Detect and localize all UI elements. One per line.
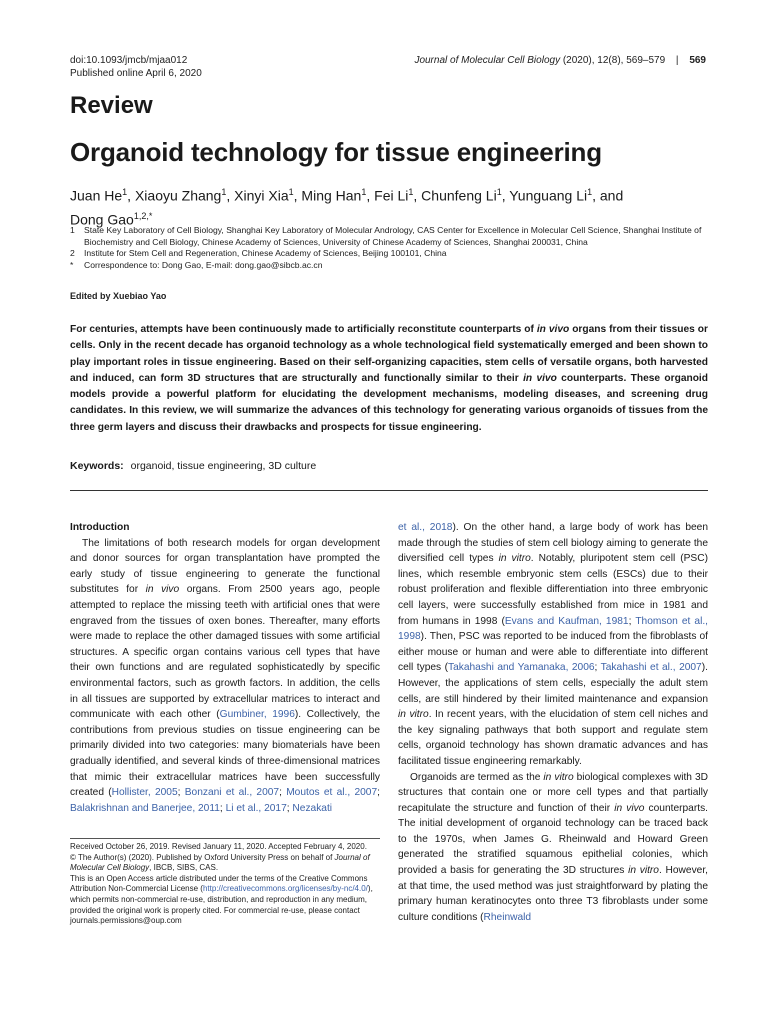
article-title: Organoid technology for tissue engineering — [70, 137, 602, 167]
citation-link[interactable]: et al., 2018 — [398, 522, 453, 533]
copyright-line — [70, 853, 382, 874]
correspondence-mark: * — [70, 259, 74, 270]
journal-header — [414, 54, 706, 67]
affiliation-text: State Key Laboratory of Cell Biology, Shanghai Key Laboratory of Molecular Andrology, CAS Center for Excellence in Molecular Cell Science, Shanghai Institute of Biochemistry and Cell Biology, Chinese Academy of Sciences, University of Chinese Academy of Sciences, Shanghai 200031, China — [84, 225, 702, 247]
author-affil-mark: 1 — [122, 187, 128, 197]
correspondence-row — [70, 260, 710, 272]
author-affil-mark: 1 — [496, 187, 502, 197]
edited-by: Edited by Xuebiao Yao — [70, 291, 167, 301]
body-text: ). Collectively, the contributions from previous studies on tissue engineering can be primarily divided into two categories: many biomaterials have been gradually identified, and several kinds of three-dimensional matrices that mimic their extracellular matrices have been successfully created ( — [70, 709, 380, 799]
received-dates: Received October 26, 2019. Revised January 11, 2020. Accepted February 4, 2020. — [70, 842, 367, 851]
correspondence-text[interactable]: Correspondence to: Dong Gao, E-mail: dong.gao@sibcb.ac.cn — [84, 259, 323, 270]
author-affil-mark: 1 — [408, 187, 414, 197]
body-italic: in vivo — [614, 802, 645, 814]
keywords-label: Keywords: — [70, 460, 124, 472]
author-affil-mark: 1 — [361, 187, 367, 197]
body-text: . Notably, pluripotent stem cell (PSC) lines, which resemble embryonic stem cells (ESCs) due to their robust proliferation and flexible differentiation into three embryonic cell layers, were successfully established from mice in 1981 and from humans in 1998 ( — [398, 553, 708, 627]
author-affil-mark: 1 — [221, 187, 227, 197]
citation-link[interactable]: Takahashi and Yamanaka, 2006 — [447, 662, 595, 674]
body-text: ; — [594, 662, 601, 674]
footnote — [70, 842, 382, 927]
doi-text[interactable]: doi:10.1093/jmcb/mjaa012 — [70, 55, 188, 66]
citation-link[interactable]: Gumbiner, 1996 — [219, 709, 295, 721]
section-heading: Introduction — [70, 522, 130, 533]
affiliation-mark: 1 — [70, 225, 75, 235]
published-date: Published online April 6, 2020 — [70, 68, 202, 79]
citation-link[interactable]: Takahashi et al., 2007 — [600, 662, 702, 674]
author[interactable]: Chunfeng Li — [421, 187, 497, 204]
citation-link[interactable]: Li et al., 2017 — [225, 802, 287, 814]
body-text: ; — [628, 615, 636, 627]
keywords-text: organoid, tissue engineering, 3D culture — [130, 460, 317, 472]
author[interactable]: Ming Han — [301, 187, 362, 204]
footnote-divider — [70, 838, 380, 839]
doi-block — [70, 54, 202, 80]
body-text: Organoids are termed as the — [410, 771, 544, 783]
body-text: ; — [377, 787, 380, 799]
citation-link[interactable]: Balakrishnan and Banerjee, 2011 — [70, 802, 220, 814]
journal-citation: (2020), 12(8), 569–579 — [562, 55, 666, 66]
author-affil-mark: 1,2,* — [133, 210, 153, 221]
author[interactable]: Fei Li — [374, 187, 409, 204]
abstract — [70, 322, 708, 436]
body-italic: in vitro — [398, 709, 429, 721]
license-statement — [70, 874, 382, 927]
body-italic: in vitro — [628, 865, 659, 877]
body-text: ). On the other hand, a large body of work has been made through the studies of stem cell biology aiming to generate the diversified cell types — [398, 522, 708, 565]
copyright-text: © The Author(s) (2020). Published by Oxford University Press on behalf of — [70, 852, 335, 862]
affiliation-row — [70, 225, 710, 248]
author[interactable]: Xinyi Xia — [234, 187, 289, 204]
body-text: ; — [177, 787, 185, 799]
header-separator: | — [675, 55, 679, 66]
journal-name: Journal of Molecular Cell Biology — [414, 55, 561, 66]
body-paragraph — [398, 520, 708, 770]
author[interactable]: Yunguang Li — [509, 187, 588, 204]
body-italic: in vivo — [145, 584, 180, 596]
citation-link[interactable]: Hollister, 2005 — [111, 787, 178, 799]
license-text: ), which permits non-commercial re-use, distribution, and reproduction in any medium, provided the original work is properly cited. For commercial re-use, please contact journals.permissions@oup.com — [70, 884, 373, 926]
abstract-italic: in vivo — [523, 372, 557, 384]
affiliations — [70, 225, 710, 271]
copyright-journal: Journal of Molecular Cell Biology — [70, 852, 370, 873]
author-affil-mark: 1 — [288, 187, 294, 197]
author[interactable]: Juan He — [70, 187, 123, 204]
citation-link[interactable]: Moutos et al., 2007 — [286, 787, 378, 799]
body-paragraph — [398, 770, 708, 926]
author-list: Juan He$^1$, Xiaoyu Zhang$^1$, Xinyi Xia$^1$, Ming Han$^1$, Fei Li$^1$, Chunfeng Li$^1$, Yunguang Li$^1$, and Dong Gao$^{1,2,*}$ — [70, 187, 624, 228]
citation-link[interactable]: Nezakati — [292, 802, 333, 814]
body-text: ). However, the applications of stem cells, especially the adult stem cells, are still hindered by their limited maintenance and expansion — [398, 662, 708, 705]
body-text: counterparts. The initial development of organoid technology can be traced back to the 1970s, when James G. Rheinwald and Howard Green generated the stratified squamous epithelial colonies, which provided a basis for generating the 3D structures — [398, 802, 708, 877]
citation-link[interactable]: Evans and Kaufman, 1981 — [504, 615, 629, 627]
author[interactable]: Xiaoyu Zhang — [134, 187, 222, 204]
keywords — [70, 460, 316, 472]
body-text: The limitations of both research models for organ development and donor sources for organ transplantation have prompted the early study of tissue engineering to generate the functional substitutes for — [70, 537, 380, 596]
page-number: 569 — [689, 55, 706, 66]
citation-link[interactable]: Bonzani et al., 2007 — [184, 787, 280, 799]
body-italic: in vitro — [543, 771, 574, 783]
affiliation-text: Institute for Stem Cell and Regeneration, Chinese Academy of Sciences, Beijing 100101, China — [84, 248, 447, 258]
body-text: ). Then, PSC was reported to be induced from the fibroblasts of either mouse or human and were able to differentiate into different cell types ( — [398, 631, 708, 674]
copyright-text: , IBCB, SIBS, CAS. — [149, 863, 219, 873]
body-text: . However, at that time, the used method was just straightforward by plating the primary human keratinocytes onto three T3 fibroblasts under some culture conditions ( — [398, 865, 708, 923]
license-text: This is an Open Access article distributed under the terms of the Creative Commons Attribution Non-Commercial License ( — [70, 873, 368, 894]
right-column — [398, 520, 708, 925]
author[interactable]: Dong Gao — [70, 211, 134, 228]
abstract-italic: in vivo — [536, 324, 570, 335]
article-type: Review — [70, 92, 153, 119]
abstract-text: organs from their tissues or cells. Only in the recent decade has organoid technology as a whole technological field systematically emerged and been shown to play important roles in tissue engineering. Based on their self-organizing capacities, stem cells of versatile organs, both harvested and induced, can form 3D structures that are structurally and functionally similar to their — [70, 324, 708, 384]
body-text: ; — [279, 787, 287, 799]
abstract-text: For centuries, attempts have been continuously made to artificially reconstitute counterparts of — [70, 324, 537, 335]
citation-link[interactable]: Rheinwald — [483, 911, 532, 923]
abstract-text: counterparts. These organoid models provide a powerful platform for elucidating the development mechanisms, modeling diseases, and screening drug candidates. In this review, we will summarize the advances of this technology for generating various organoids of tissues from the three germ layers and discuss their drawbacks and prospects for tissue engineering. — [70, 372, 708, 433]
body-paragraph — [70, 536, 380, 817]
affiliation-row — [70, 248, 710, 260]
author-affil-mark: 1 — [587, 187, 593, 197]
body-text: ; — [219, 802, 226, 814]
citation-link[interactable]: Thomson et al., 1998 — [398, 615, 708, 643]
body-text: organs. From 2500 years ago, people attempted to replace the missing teeth with artificial ones that were engraved from the tissues of oxen bones. Thereafter, many efforts were made to replace the other damaged tissues with some artificial structures. A specific organ contains various cell types that have their own functions and are regulated sophisticatedly by specific environmental factors, such as growth factors. In addition, the cells in all tissues are supported by extracellular matrices to interact and communicate with each other ( — [70, 584, 380, 721]
section-divider — [70, 490, 708, 491]
body-text: biological complexes with 3D structures that contain one or more cell types and that partially recapitulate the structure and function of their — [398, 771, 708, 814]
license-link[interactable]: http://creativecommons.org/licenses/by-nc/4.0/ — [202, 884, 368, 894]
body-text: . In recent years, with the elucidation of stem cell niches and the key signaling pathways that both support and regulate stem cells, organoid technology has shown dramatic advances and has facilitated tissue engineering remarkably. — [398, 709, 708, 767]
affiliation-mark: 2 — [70, 248, 75, 258]
body-text: ; — [286, 802, 293, 814]
left-column — [70, 520, 380, 816]
body-italic: in vitro — [498, 553, 531, 565]
